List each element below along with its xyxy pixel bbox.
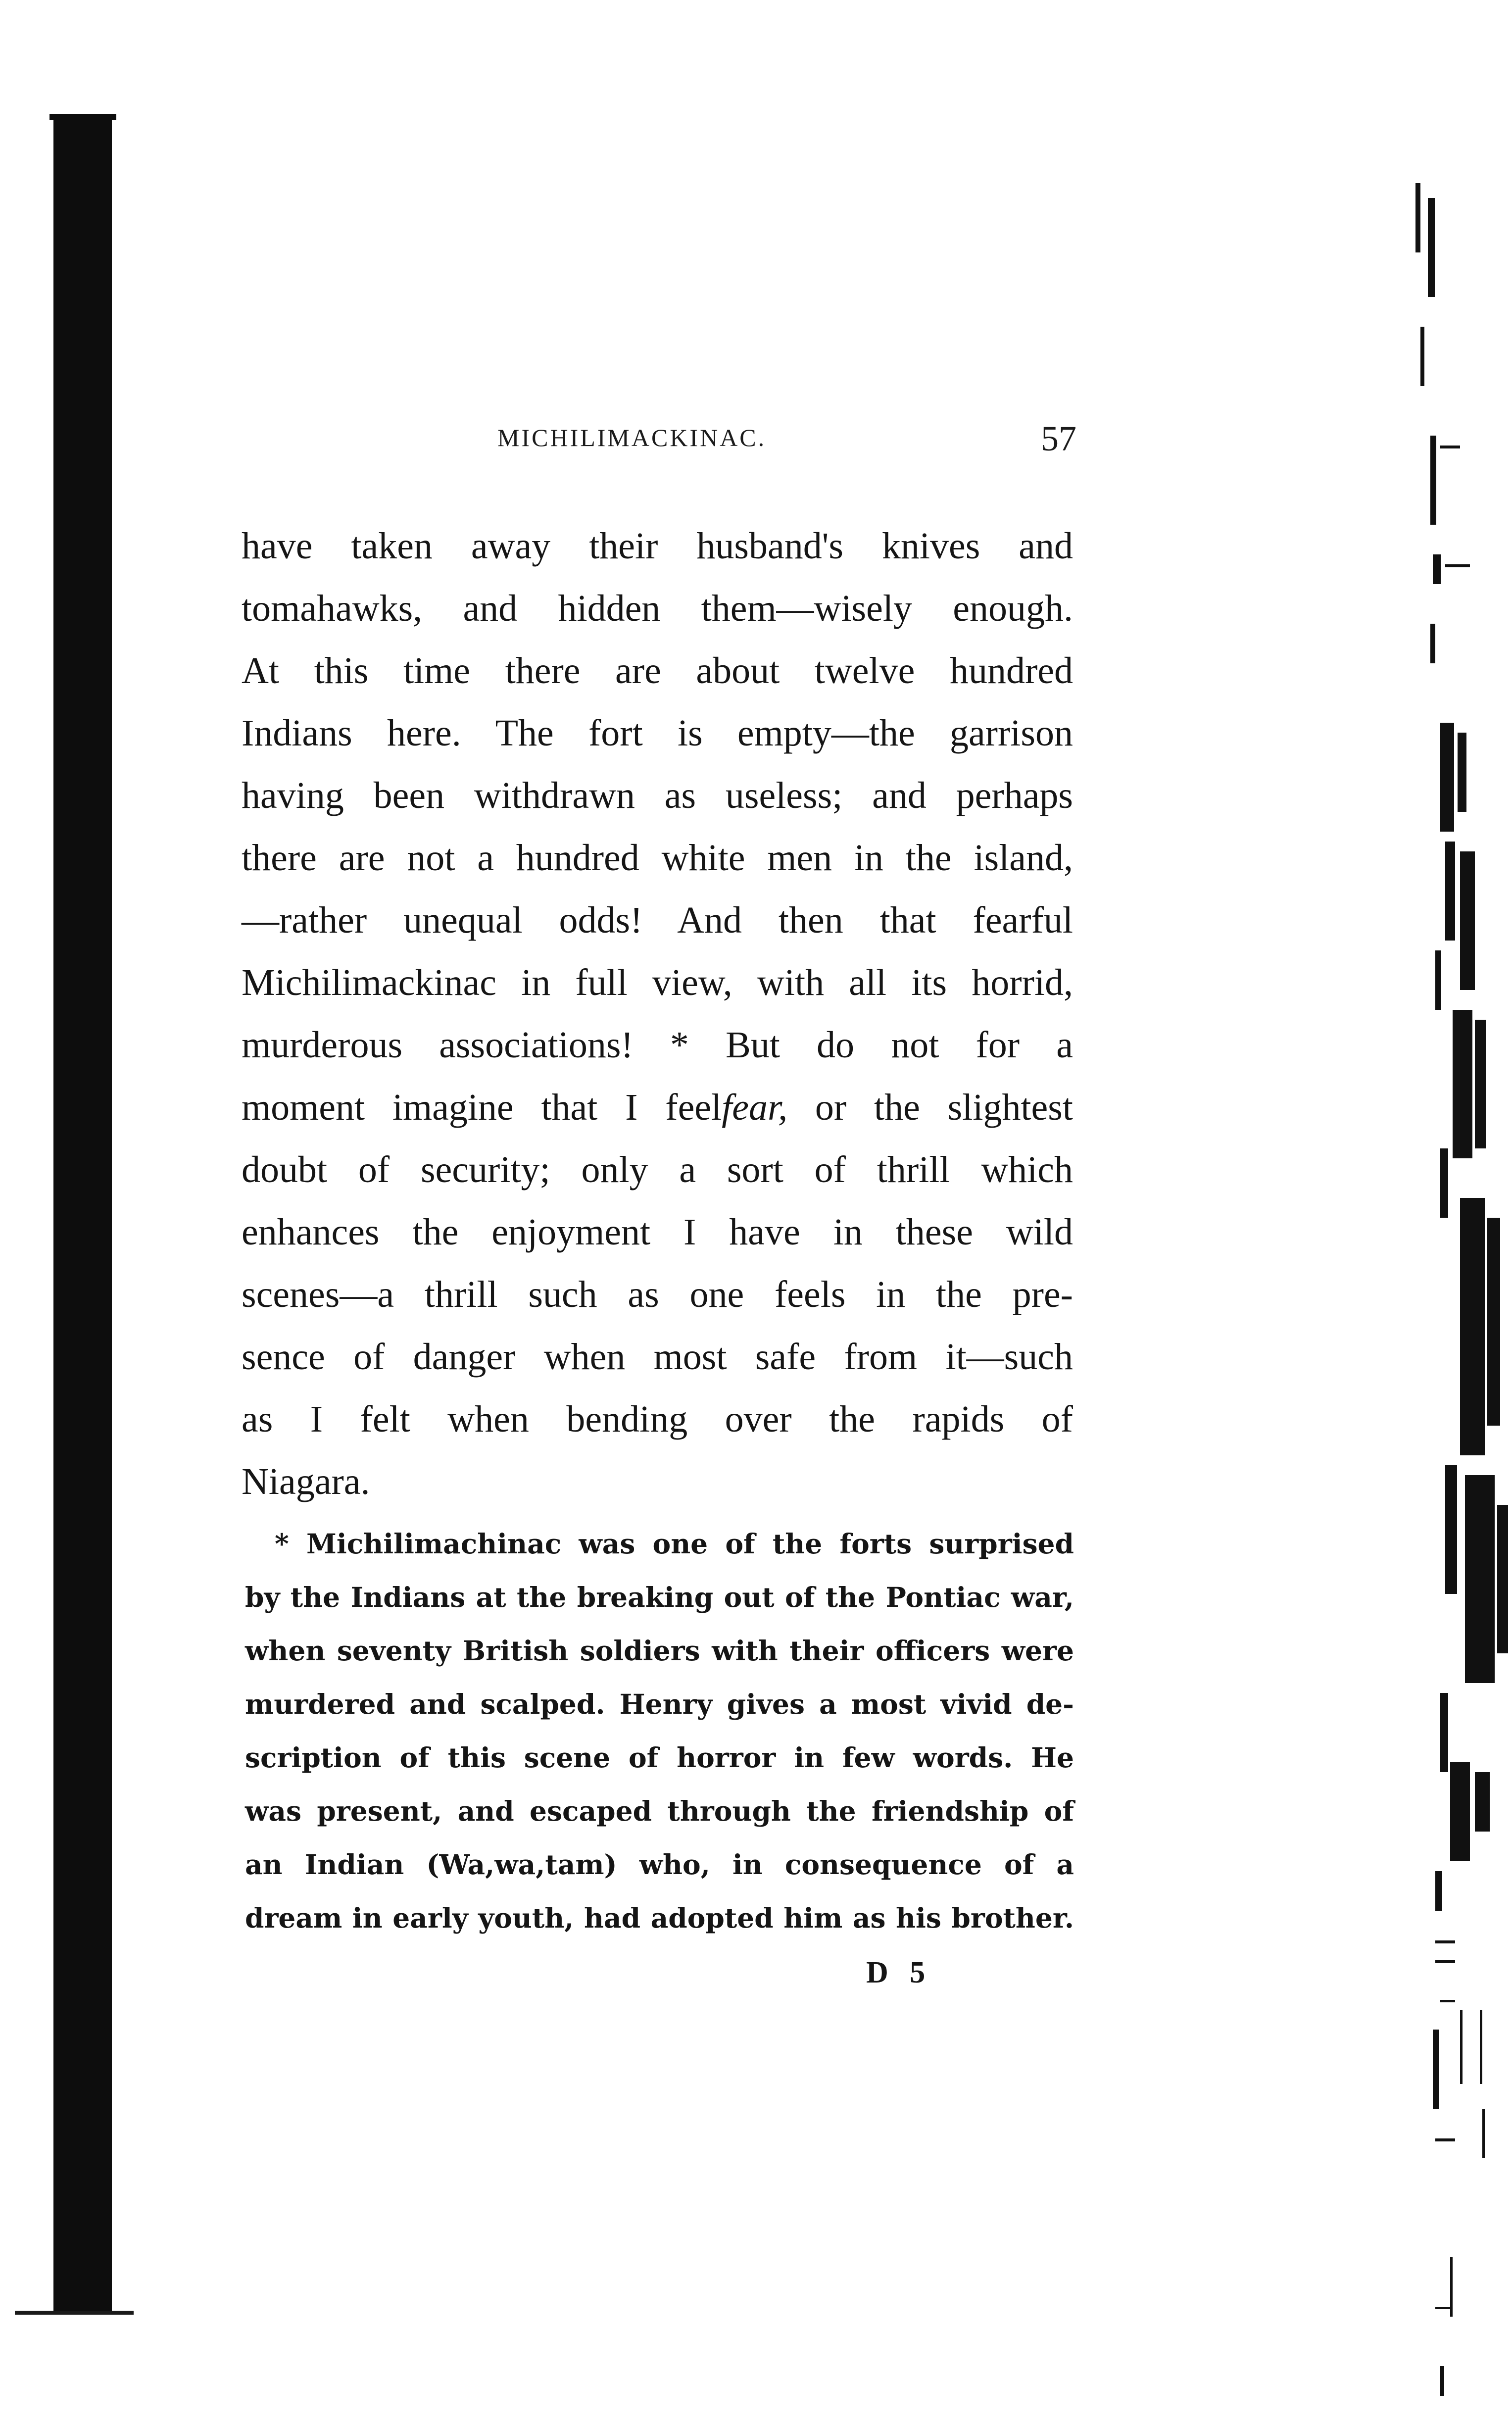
binding-shadow [53, 116, 112, 2314]
body-line: scenes—a thrill such as one feels in the pre- [242, 1274, 1073, 1315]
page-edge-bleed [1386, 178, 1512, 2307]
page-number: 57 [1041, 419, 1076, 458]
body-line-tail: or the slightest [787, 1087, 1073, 1128]
body-line: doubt of security; only a sort of thrill which [242, 1149, 1073, 1191]
footnote-line: an Indian (Wa,wa,tam) who, in consequence of a [245, 1848, 1074, 1881]
body-line-emphasis [242, 1076, 1073, 1139]
footnote-line: when seventy British soldiers with their officers were [245, 1635, 1074, 1667]
running-title: MICHILIMACKINAC. [497, 424, 767, 451]
signature-mark: D 5 [866, 1956, 932, 1989]
footnote [245, 1517, 1074, 1945]
body-line: enhances the enjoyment I have in these wild [242, 1211, 1073, 1253]
body-line: —rather unequal odds! And then that fearful [242, 899, 1073, 941]
body-line: tomahawks, and hidden them—wisely enough. [242, 588, 1073, 629]
body-line: sence of danger when most safe from it—such [242, 1336, 1073, 1378]
body-line: At this time there are about twelve hundred [242, 650, 1073, 692]
body-text [242, 515, 1073, 1513]
body-line: having been withdrawn as useless; and perhaps [242, 775, 1073, 816]
body-line: have taken away their husband's knives and [242, 525, 1073, 567]
body-line: as I felt when bending over the rapids of [242, 1398, 1073, 1440]
footnote-line: murdered and scalped. Henry gives a most vivid de- [245, 1688, 1074, 1720]
footnote-line: by the Indians at the breaking out of the Pontiac war, [245, 1581, 1074, 1613]
italic-fear: fear, [722, 1087, 788, 1128]
body-line: murderous associations! * But do not for a [242, 1024, 1073, 1066]
footnote-line: was present, and escaped through the friendship of [245, 1795, 1074, 1827]
footnote-line: dream in early youth, had adopted him as his brother. [245, 1902, 1074, 1934]
body-line: Indians here. The fort is empty—the garrison [242, 712, 1073, 754]
body-line: there are not a hundred white men in the island, [242, 837, 1073, 879]
footnote-line: scription of this scene of horror in few words. He [245, 1741, 1074, 1774]
binding-shadow-foot [15, 2311, 134, 2315]
footnote-line: * Michilimachinac was one of the forts surprised [275, 1528, 1074, 1560]
body-line-lead: moment imagine that I feel [242, 1087, 722, 1128]
running-header [245, 419, 1076, 473]
body-line: Niagara. [242, 1461, 370, 1502]
body-line: Michilimackinac in full view, with all its horrid, [242, 962, 1073, 1003]
